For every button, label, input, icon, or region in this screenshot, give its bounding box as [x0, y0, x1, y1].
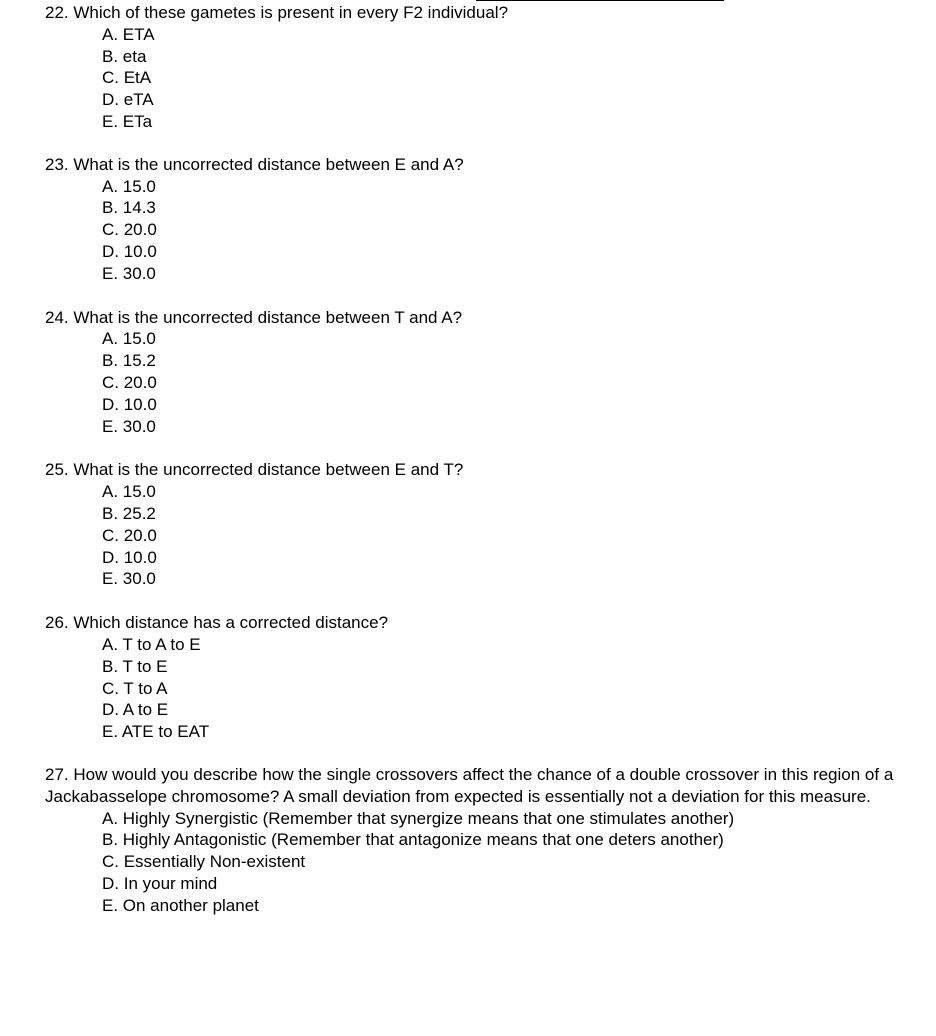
question-22-options — [45, 24, 905, 133]
option-24-a: A. 15.0 — [102, 329, 156, 349]
option-26-a: A. T to A to E — [102, 634, 201, 654]
option-25-d: D. 10.0 — [102, 547, 157, 567]
option-26-c: C. T to A — [102, 678, 168, 698]
question-26-text: 26. Which distance has a corrected distance? — [45, 613, 389, 633]
question-25 — [45, 459, 905, 590]
option-23-c: C. 20.0 — [102, 220, 157, 240]
option-23-e: E. 30.0 — [102, 263, 156, 283]
option-25-c: C. 20.0 — [102, 525, 157, 545]
option-22-d: D. eTA — [102, 90, 154, 110]
question-27 — [45, 764, 905, 917]
option-27-e: E. On another planet — [102, 895, 259, 915]
option-27-d: D. In your mind — [102, 873, 218, 893]
option-24-c: C. 20.0 — [102, 372, 157, 392]
option-22-b: B. eta — [102, 46, 147, 66]
option-23-d: D. 10.0 — [102, 241, 157, 261]
option-23-a: A. 15.0 — [102, 176, 156, 196]
option-24-b: B. 15.2 — [102, 351, 156, 371]
question-25-options — [45, 481, 905, 590]
top-rule-line — [476, 0, 724, 1]
question-25-text: 25. What is the uncorrected distance between E and T? — [45, 460, 464, 480]
option-26-e: E. ATE to EAT — [102, 722, 210, 742]
option-22-c: C. EtA — [102, 68, 152, 88]
question-24 — [45, 307, 905, 438]
option-26-b: B. T to E — [102, 656, 168, 676]
document-body — [45, 2, 905, 916]
question-24-options — [45, 328, 905, 437]
option-27-c: C. Essentially Non-existent — [102, 852, 306, 872]
option-25-a: A. 15.0 — [102, 482, 156, 502]
option-27-b: B. Highly Antagonistic (Remember that antagonize means that one deters another) — [102, 830, 724, 850]
option-22-a: A. ETA — [102, 24, 155, 44]
question-26-options — [45, 634, 905, 743]
option-25-b: B. 25.2 — [102, 503, 156, 523]
option-23-b: B. 14.3 — [102, 198, 156, 218]
question-26 — [45, 612, 905, 743]
question-23 — [45, 154, 905, 285]
question-27-options — [45, 808, 905, 917]
option-27-a: A. Highly Synergistic (Remember that synergize means that one stimulates another) — [102, 808, 735, 828]
option-24-d: D. 10.0 — [102, 394, 157, 414]
option-25-e: E. 30.0 — [102, 569, 156, 589]
option-22-e: E. ETa — [102, 111, 153, 131]
question-27-text: 27. How would you describe how the single crossovers affect the chance of a double crossover in this region of a Jackabasselope chromosome? A small deviation from expected is essentially not a deviation for this measure. — [45, 764, 894, 806]
question-24-text: 24. What is the uncorrected distance between T and A? — [45, 307, 463, 327]
option-26-d: D. A to E — [102, 700, 169, 720]
question-23-options — [45, 176, 905, 285]
question-23-text: 23. What is the uncorrected distance between E and A? — [45, 154, 464, 174]
question-22 — [45, 2, 905, 133]
option-24-e: E. 30.0 — [102, 416, 156, 436]
question-22-text: 22. Which of these gametes is present in every F2 individual? — [45, 3, 509, 22]
